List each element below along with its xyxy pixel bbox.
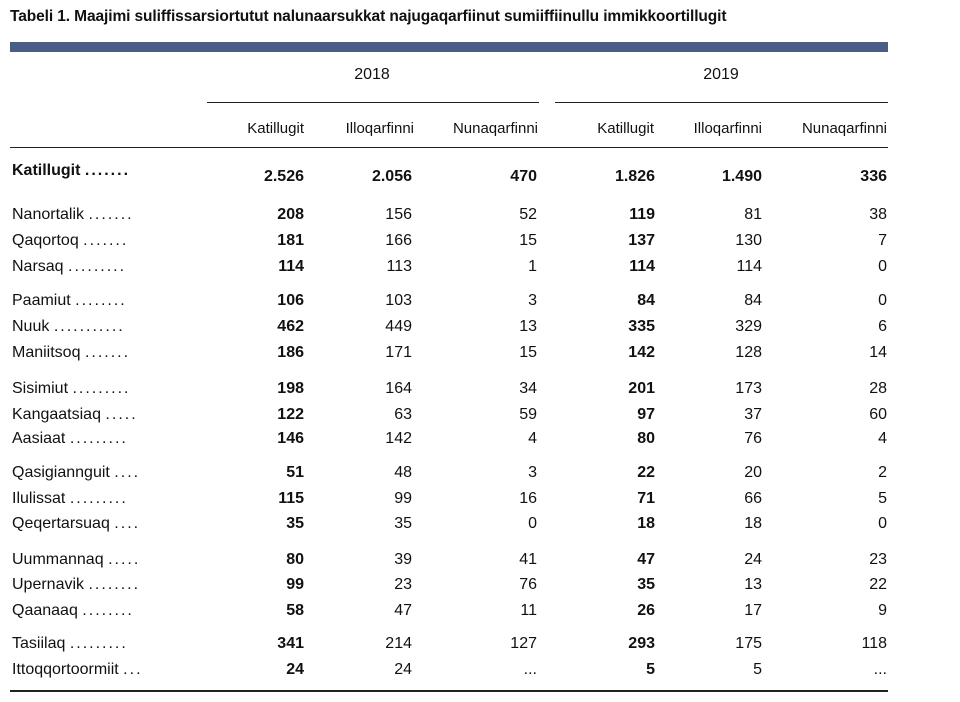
col-header-katillugit-2018: Katillugit (247, 120, 304, 137)
cell-value: 15 (519, 232, 537, 249)
cell-value: 0 (528, 515, 537, 532)
leader-dots: ......... (69, 635, 128, 652)
row-label (12, 490, 128, 508)
cell-value: 13 (744, 576, 762, 593)
title-bar-decoration (10, 42, 888, 52)
cell-value: 5 (878, 490, 887, 507)
col-header-katillugit-2019: Katillugit (597, 120, 654, 137)
leader-dots: ....... (88, 206, 134, 223)
cell-value: ... (523, 661, 537, 678)
cell-value: 127 (510, 635, 537, 652)
cell-value: 2 (878, 464, 887, 481)
cell-value: 84 (744, 292, 762, 309)
row-label-text: Ilulissat (12, 490, 66, 507)
cell-value: 335 (628, 318, 655, 335)
leader-dots: ........... (53, 318, 125, 335)
col-header-illoqarfinni-2018: Illoqarfinni (345, 120, 414, 137)
cell-value: 1.490 (721, 168, 762, 185)
cell-value: 0 (878, 258, 887, 275)
table-row (0, 380, 960, 402)
table-row (0, 661, 960, 683)
cell-value: 63 (394, 406, 412, 423)
cell-value: 66 (744, 490, 762, 507)
table-row (0, 232, 960, 254)
row-label-text: Upernavik (12, 576, 85, 593)
year-rule-2019 (555, 102, 888, 103)
cell-value: 0 (878, 515, 887, 532)
leader-dots: ......... (69, 430, 128, 447)
cell-value: 122 (277, 406, 304, 423)
leader-dots: ......... (72, 380, 131, 397)
cell-value: 18 (744, 515, 762, 532)
row-label (12, 406, 138, 424)
cell-value: 15 (519, 344, 537, 361)
cell-value: 142 (385, 430, 412, 447)
cell-value: 119 (629, 206, 655, 223)
cell-value: 214 (385, 635, 412, 652)
cell-value: 470 (510, 168, 537, 185)
cell-value: 118 (861, 635, 887, 652)
cell-value: 113 (386, 258, 412, 275)
leader-dots: ........ (82, 602, 134, 619)
cell-value: 329 (735, 318, 762, 335)
cell-value: 26 (637, 602, 655, 619)
header-bottom-rule (10, 147, 888, 148)
row-label-text: Ittoqqortoormiit (12, 661, 119, 678)
cell-value: 156 (385, 206, 412, 223)
table-row (0, 344, 960, 366)
row-label (12, 551, 140, 569)
row-label-text: Uummannaq (12, 551, 104, 568)
cell-value: 293 (628, 635, 655, 652)
table-row (0, 635, 960, 657)
cell-value: 24 (744, 551, 762, 568)
leader-dots: ....... (84, 162, 131, 179)
col-header-illoqarfinni-2019: Illoqarfinni (693, 120, 762, 137)
cell-value: 6 (878, 318, 887, 335)
cell-value: 99 (286, 576, 304, 593)
cell-value: 11 (520, 602, 537, 619)
row-label (12, 318, 125, 336)
cell-value: 17 (744, 602, 762, 619)
table-bottom-rule (10, 690, 888, 692)
cell-value: 38 (869, 206, 887, 223)
table-row (0, 206, 960, 228)
cell-value: 106 (277, 292, 304, 309)
table-row (0, 430, 960, 452)
cell-value: 201 (628, 380, 655, 397)
cell-value: 37 (744, 406, 762, 423)
cell-value: 14 (869, 344, 887, 361)
leader-dots: ......... (68, 258, 127, 275)
row-label (12, 602, 134, 620)
cell-value: 58 (286, 602, 304, 619)
row-label (12, 661, 143, 679)
cell-value: 3 (528, 464, 537, 481)
cell-value: 115 (278, 490, 304, 507)
cell-value: 76 (519, 576, 537, 593)
cell-value: 2.056 (371, 168, 412, 185)
row-label (12, 344, 130, 362)
cell-value: 336 (860, 168, 887, 185)
cell-value: 146 (277, 430, 304, 447)
cell-value: 186 (277, 344, 304, 361)
row-label (12, 464, 140, 482)
year-rule-2018 (207, 102, 539, 103)
table-row (0, 406, 960, 428)
cell-value: 4 (528, 430, 537, 447)
row-label-text: Qasigiannguit (12, 464, 110, 481)
cell-value: 5 (753, 661, 762, 678)
cell-value: 7 (878, 232, 887, 249)
row-label-text: Aasiaat (12, 430, 66, 447)
cell-value: 24 (394, 661, 412, 678)
cell-value: 80 (286, 551, 304, 568)
row-label-text: Qeqertarsuaq (12, 515, 110, 532)
row-label-text: Tasiilaq (12, 635, 66, 652)
cell-value: 35 (394, 515, 412, 532)
cell-value: 18 (637, 515, 655, 532)
table-row (0, 515, 960, 537)
cell-value: 24 (286, 661, 304, 678)
cell-value: 128 (735, 344, 762, 361)
leader-dots: ....... (83, 232, 129, 249)
cell-value: 175 (735, 635, 762, 652)
leader-dots: .... (114, 515, 141, 532)
year-header-2019: 2019 (703, 66, 739, 83)
cell-value: 13 (519, 318, 537, 335)
cell-value: 173 (735, 380, 762, 397)
cell-value: 34 (519, 380, 537, 397)
cell-value: 449 (385, 318, 412, 335)
row-label-text: Nuuk (12, 318, 50, 335)
table-row (0, 576, 960, 598)
cell-value: 164 (385, 380, 412, 397)
cell-value: 208 (277, 206, 304, 223)
cell-value: 2.526 (263, 168, 304, 185)
cell-value: 22 (637, 464, 655, 481)
cell-value: 81 (744, 206, 762, 223)
leader-dots: ....... (84, 344, 131, 361)
table-row (0, 551, 960, 573)
row-label-text: Paamiut (12, 292, 71, 309)
cell-value: 5 (646, 661, 655, 678)
cell-value: 181 (277, 232, 304, 249)
cell-value: 59 (519, 406, 537, 423)
col-header-nunaqarfinni-2019: Nunaqarfinni (801, 120, 887, 137)
row-label (12, 292, 127, 310)
leader-dots: ........ (88, 576, 141, 593)
cell-value: 4 (878, 430, 887, 447)
cell-value: 52 (519, 206, 537, 223)
table-row (0, 318, 960, 340)
cell-value: 198 (277, 380, 304, 397)
row-label (12, 635, 128, 653)
cell-value: 22 (869, 576, 887, 593)
leader-dots: ......... (69, 490, 128, 507)
leader-dots: ........ (75, 292, 127, 309)
row-label (12, 515, 140, 533)
cell-value: 137 (628, 232, 655, 249)
row-label-text: Qaanaaq (12, 602, 78, 619)
leader-dots: ..... (108, 551, 141, 568)
cell-value: 3 (528, 292, 537, 309)
cell-value: 341 (277, 635, 304, 652)
cell-value: 51 (286, 464, 304, 481)
table-row (0, 292, 960, 314)
cell-value: 0 (878, 292, 887, 309)
cell-value: 114 (278, 258, 304, 275)
cell-value: 39 (394, 551, 412, 568)
cell-value: 462 (277, 318, 304, 335)
row-label (12, 162, 130, 180)
cell-value: 71 (637, 490, 655, 507)
cell-value: 47 (637, 551, 655, 568)
cell-value: 1.826 (614, 168, 655, 185)
cell-value: 142 (628, 344, 655, 361)
cell-value: 47 (394, 602, 412, 619)
cell-value: 99 (394, 490, 412, 507)
cell-value: 114 (736, 258, 762, 275)
cell-value: 9 (878, 602, 887, 619)
cell-value: 171 (385, 344, 412, 361)
row-label-text: Narsaq (12, 258, 64, 275)
cell-value: ... (873, 661, 887, 678)
row-label-text: Kangaatsiaq (12, 406, 101, 423)
cell-value: 20 (744, 464, 762, 481)
cell-value: 76 (744, 430, 762, 447)
row-label (12, 430, 128, 448)
cell-value: 84 (637, 292, 655, 309)
cell-value: 1 (528, 258, 537, 275)
cell-value: 28 (869, 380, 887, 397)
cell-value: 60 (869, 406, 887, 423)
cell-value: 35 (637, 576, 655, 593)
cell-value: 48 (394, 464, 412, 481)
row-label (12, 380, 130, 398)
row-label-text: Qaqortoq (12, 232, 79, 249)
leader-dots: ... (123, 661, 143, 678)
row-label-text: Katillugit (12, 162, 81, 179)
cell-value: 130 (735, 232, 762, 249)
row-label (12, 258, 126, 276)
table-row (0, 258, 960, 280)
cell-value: 166 (385, 232, 412, 249)
table-row (0, 602, 960, 624)
leader-dots: .... (114, 464, 141, 481)
cell-value: 23 (869, 551, 887, 568)
table-row (0, 464, 960, 486)
row-label (12, 576, 140, 594)
row-label (12, 232, 128, 250)
table-title: Tabeli 1. Maajimi suliffissarsiortutut nalunaarsukkat najugaqarfiinut sumiiffiinullu immikkoortillugit (10, 8, 727, 25)
cell-value: 80 (637, 430, 655, 447)
table-row-total (0, 162, 960, 184)
row-label-text: Maniitsoq (12, 344, 81, 361)
cell-value: 35 (286, 515, 304, 532)
cell-value: 114 (629, 258, 655, 275)
cell-value: 41 (519, 551, 537, 568)
leader-dots: ..... (105, 406, 138, 423)
cell-value: 103 (385, 292, 412, 309)
cell-value: 97 (637, 406, 655, 423)
year-header-2018: 2018 (354, 66, 390, 83)
cell-value: 16 (519, 490, 537, 507)
table-row (0, 490, 960, 512)
cell-value: 23 (394, 576, 412, 593)
row-label-text: Sisimiut (12, 380, 69, 397)
col-header-nunaqarfinni-2018: Nunaqarfinni (452, 120, 538, 137)
row-label-text: Nanortalik (12, 206, 85, 223)
row-label (12, 206, 134, 224)
